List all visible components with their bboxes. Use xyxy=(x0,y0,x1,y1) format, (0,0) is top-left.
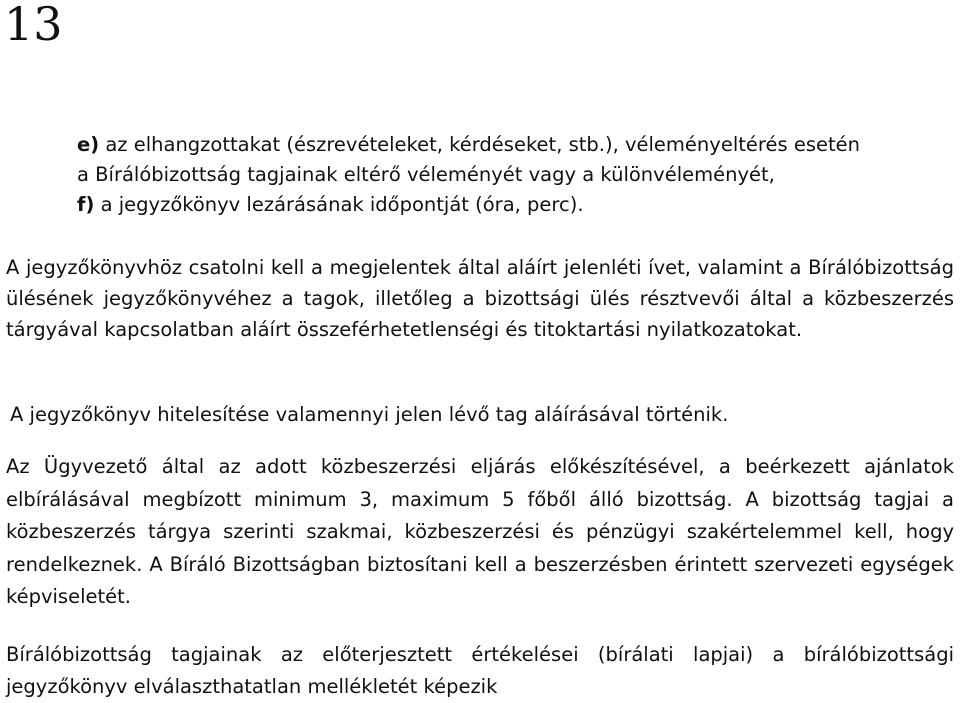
minutes-content-list xyxy=(77,130,957,220)
list-item-e-text: az elhangzottakat (észrevételeket, kérdéseket, stb.), véleményeltérés esetén xyxy=(99,133,860,156)
authentication-paragraph: A jegyzőkönyv hitelesítése valamennyi jelen lévő tag aláírásával történik. xyxy=(10,403,729,426)
attachments-paragraph: A jegyzőkönyvhöz csatolni kell a megjelentek által aláírt jelenléti ívet, valamint a Bírálóbizottság ülésének jegyzőkönyvéhez a tagok, illetőleg a bizottsági ülés résztvevői által a közbeszerzés tárgyával kapcsolatban aláírt összeférhetetlenségi és titoktartási nyilatkozatokat. xyxy=(6,256,954,341)
list-item-e xyxy=(77,130,957,160)
evaluation-paragraph: Bírálóbizottság tagjainak az előterjesztett értékelései (bírálati lapjai) a bírálóbizottsági jegyzőkönyv elválaszthatatlan mellékletét képezik xyxy=(6,643,954,698)
list-marker-f: f) xyxy=(77,193,95,216)
list-marker-e: e) xyxy=(77,133,100,156)
list-item-f-text: a jegyzőkönyv lezárásának időpontját (óra, perc). xyxy=(94,193,584,216)
list-item-e-continuation: a Bírálóbizottság tagjainak eltérő véleményét vagy a különvéleményét, xyxy=(77,163,775,186)
list-item-f xyxy=(77,190,957,220)
page-number: 13 xyxy=(4,0,63,51)
committee-paragraph: Az Ügyvezető által az adott közbeszerzési eljárás előkészítésével, a beérkezett ajánlatok elbírálásával megbízott minimum 3, maximum 5 főből álló bizottság. A bizottság tagjai a közbeszerzés tárgya szerinti szakmai, közbeszerzési és pénzügyi szakértelemmel kell, hogy rendelkeznek. A Bíráló Bizottságban biztosítani kell a beszerzésben érintett szervezeti egységek képviseletét. xyxy=(6,455,954,608)
